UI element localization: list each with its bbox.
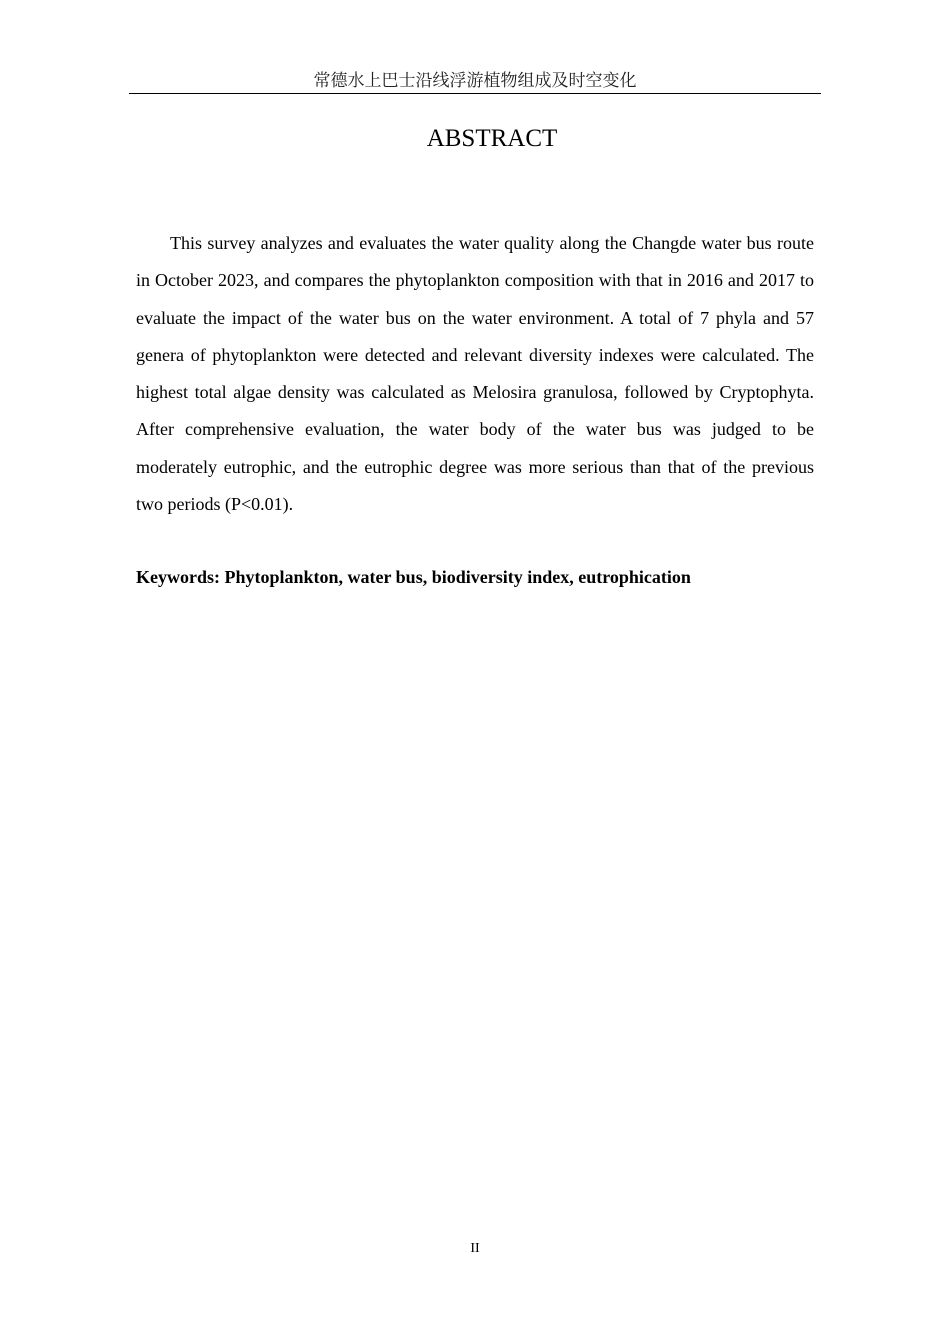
abstract-body: This survey analyzes and evaluates the water quality along the Changde water bus route in October 2023, and compares the phytoplankton composition with that in 2016 and 2017 to evaluate the impact of the water bus on the water environment. A total of 7 phyla and 57 genera of phytoplankton were detected and relevant diversity indexes were calculated. The highest total algae density was calculated as Melosira granulosa, followed by Cryptophyta. After comprehensive evaluation, the water body of the water bus was judged to be moderately eutrophic, and the eutrophic degree was more serious than that of the previous two periods (P<0.01). [136,233,814,515]
keywords-line: Keywords: Phytoplankton, water bus, biodiversity index, eutrophication [136,567,691,587]
page-number: II [470,1241,480,1256]
abstract-title: ABSTRACT [426,125,558,152]
running-header: 常德水上巴士沿线浮游植物组成及时空变化 [129,70,821,94]
